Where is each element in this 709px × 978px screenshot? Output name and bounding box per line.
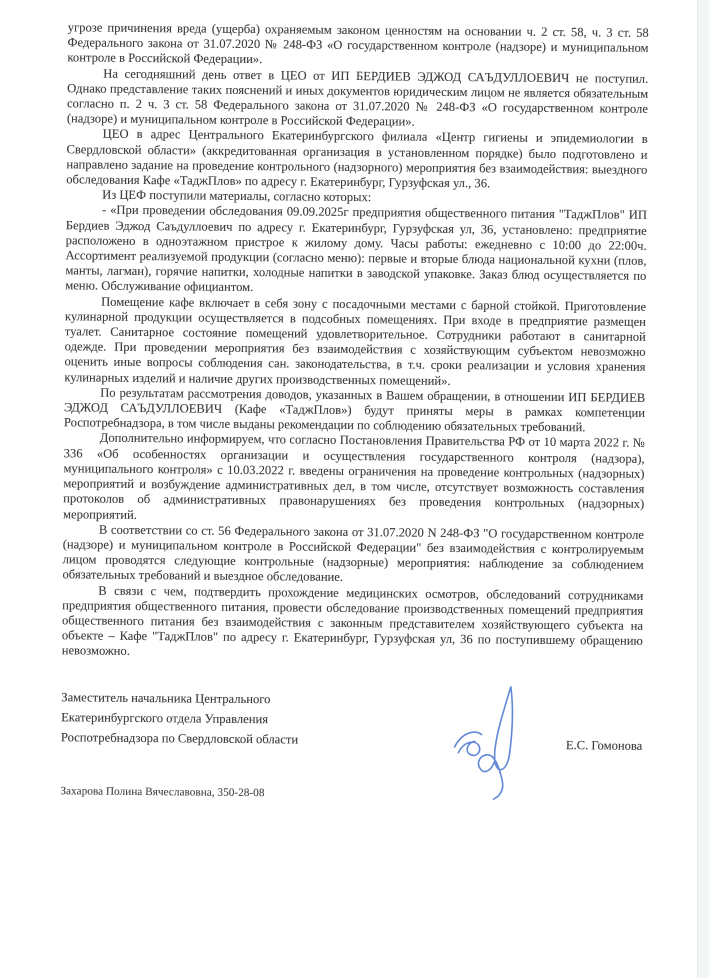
signer-name: Е.С. Гомонова bbox=[565, 737, 643, 753]
signer-position-line: Роспотребнадзора по Свердловской области bbox=[60, 729, 299, 747]
paragraph: угрозе причинения вреда (ущерба) охраняемым законом ценностям на основании ч. 2 ст. 58, ч. 3 ст. 58 Федерального закона от 31.07.2020 № 248-ФЗ «О государственном контроле (надзоре) и муниципальном контроле в Российской Федерации». bbox=[67, 20, 649, 67]
paragraph: Дополнительно информируем, что согласно Постановления Правительства РФ от 10 марта 2022 г. № 336 «Об особенностях организации и осуществления государственного контроля (надзора), муниципального контроля» с 10.03.2022 г. введены ограничения на проведение контрольных (надзорных) мероприятий и возбуждение административных дел, в том числе, отсутствует возможность составления протоколов об административных правонарушениях без проведения контрольных (надзорных) мероприятий. bbox=[63, 431, 645, 522]
paragraph: Из ЦЕФ поступили материалы, согласно которых: bbox=[102, 187, 372, 205]
executor-contact: Захарова Полина Вячеславовна, 350-28-08 bbox=[60, 784, 265, 799]
paragraph: - «При проведении обследования 09.09.2025г предприятия общественного питания "ТаджПлов" ИП Бердиев Эджод Саъдуллоевич по адресу г. Екатеринбург, Гурзуфская ул, 36, установлено: предприятие расположено в одноэтажном пристрое к жилому дому. Часы работы: ежедневно с 10:00 до 22:00ч. Ассортимент реализуемой продукции (согласно меню): первые и вторые блюда национальной кухни (плов, манты, лагман), горячие напитки, холодные напитки в заводской упаковке. Заказ блюд осуществляется по меню. Обслуживание официантом. bbox=[65, 203, 648, 295]
signer-position-line: Заместитель начальника Центрального bbox=[61, 689, 271, 706]
paragraph: ЦЕО в адрес Центрального Екатеринбургского филиала «Центр гигиены и эпидемиологии в Свердловской области» (аккредитованная организация в установленном порядке) было подготовлено и направлено задание на проведение контрольного (надзорного) мероприятия без взаимодействия: выездного обследования Кафе «ТаджПлов» по адресу г. Екатеринбург, Гурзуфская ул., 36. bbox=[66, 127, 648, 191]
paragraph: В связи с чем, подтвердить прохождение медицинских осмотров, обследований сотрудниками предприятия общественного питания, провести обследование производственных помещений предприятия общественного питания без взаимодействия с законным представителем хозяйствующего субъекта на объекте – Кафе "ТаджПлов" по адресу г. Екатеринбург, Гурзуфская ул, 36 по поступившему обращению невозможно. bbox=[61, 583, 644, 659]
paragraph: По результатам рассмотрения доводов, указанных в Вашем обращении, в отношении ИП БЕРДИЕВ ЭДЖОД САЪДУЛЛОЕВИЧ (Кафе «ТаджПлов») будут приняты меры в рамках компетенции Роспотребнадзора, в том числе выданы рекомендации по соблюдению обязательных требований. bbox=[63, 385, 646, 435]
signature-block bbox=[61, 687, 643, 757]
signer-position-line: Екатеринбургского отдела Управления bbox=[61, 709, 269, 726]
paragraph: На сегодняшний день ответ в ЦЕО от ИП БЕРДИЕВ ЭДЖОД САЪДУЛЛОЕВИЧ не поступил. Однако представление таких пояснений и иных документов юридическим лицом не является обязательным согласно п. 2 ч. 3 ст. 58 Федерального закона от 31.07.2020 № 248-ФЗ «О государственном контроле (надзоре) и муниципальном контроле в Российской Федерации». bbox=[66, 66, 649, 129]
paragraph: В соответствии со ст. 56 Федерального закона от 31.07.2020 N 248-ФЗ "О государственном контроле (надзоре) и муниципальном контроле в Российской Федерации" без взаимодействия с контролируемым лицом проводятся следующие контрольные (надзорные) мероприятия: наблюдение за соблюдением обязательных требований и выездное обследование. bbox=[62, 522, 644, 585]
signer-position bbox=[61, 687, 643, 753]
paragraph: Помещение кафе включает в себя зону с посадочными местами с барной стойкой. Приготовление кулинарной продукции осуществляется в подсобных помещениях. При входе в предприятие размещен туалет. Санитарное состояние помещений удовлетворительное. Сотрудники работают в санитарной одежде. При проведении мероприятия без взаимодействия с хозяйствующим субъектом невозможно оценить иные вопросы соблюдения сан. законодательства, в т.ч. сроки реализации и условия хранения кулинарных изделий и наличие других производственных помещений». bbox=[64, 294, 647, 388]
scan-edge-artifact bbox=[697, 0, 709, 978]
